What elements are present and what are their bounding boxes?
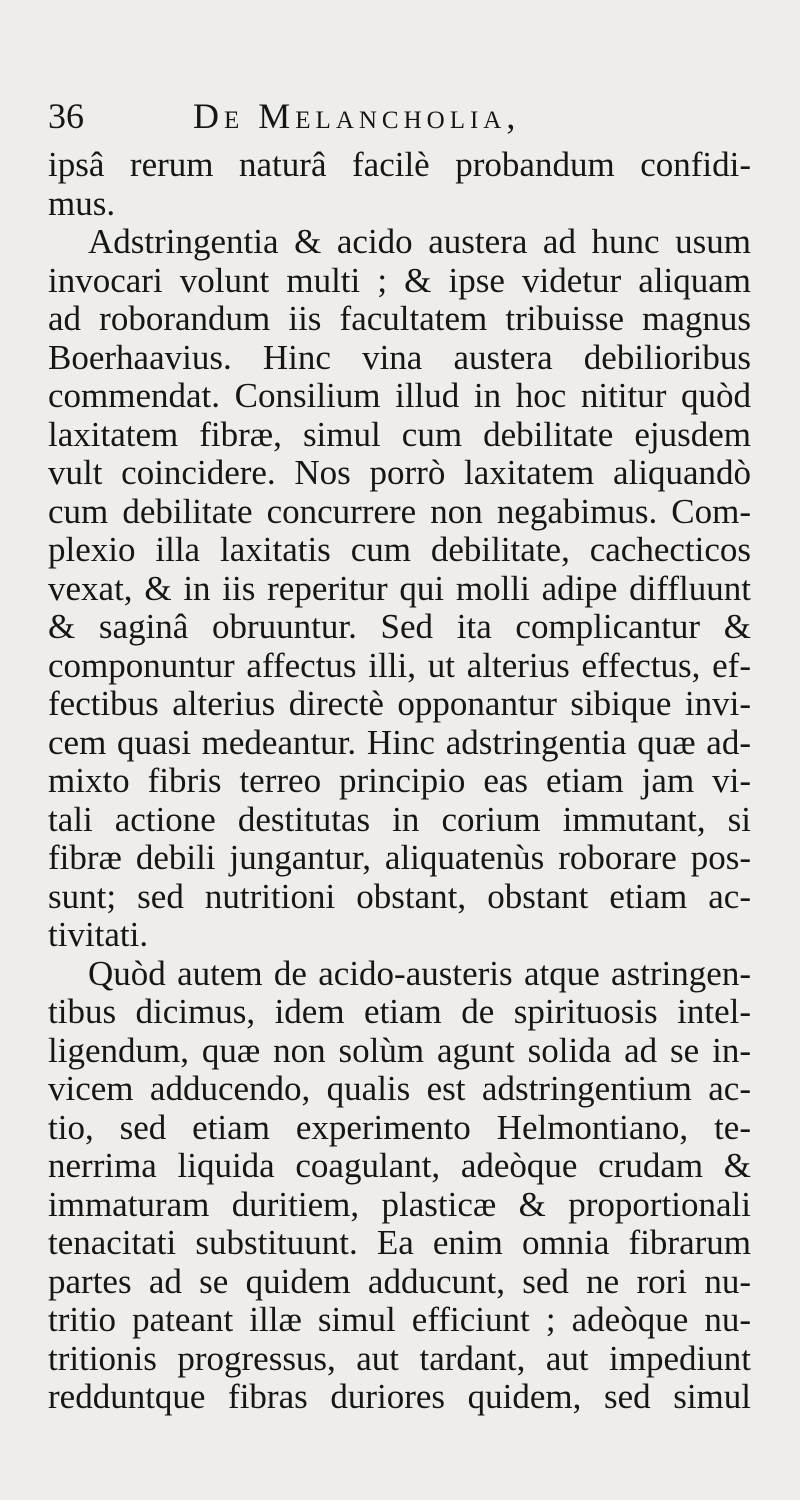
text-line: immaturam duritiem, plasticæ & proportionali [48,1184,751,1224]
text-line: sunt; sed nutritioni obstant, obstant etiam ac- [48,876,751,916]
text-line: redduntque fibras duriores quidem, sed simul [48,1377,751,1416]
text-line: laxitatem fibræ, simul cum debilitate ejusdem [48,414,751,454]
text-line: cem quasi medeantur. Hinc adstringentia quæ ad- [48,722,751,762]
text-line: fibræ debili jungantur, aliquatenùs roborare pos- [48,838,751,877]
text-line: nerrima liquida coagulant, adeòque crudam & [48,1146,751,1185]
text-line: vicem adducendo, qualis est adstringentium ac- [48,1069,751,1108]
text-line: tio, sed etiam experimento Helmontiano, te- [48,1107,751,1147]
text-line: Boerhaavius. Hinc vina austera debilioribus [48,337,751,377]
text-line: ligendum, quæ non solùm agunt solida ad se in- [48,1030,751,1070]
text-line: commendat. Consilium illud in hoc nititur quòd [48,376,751,415]
text-line: tritio pateant illæ simul efficiunt ; adeòque nu- [48,1300,751,1339]
paragraph-first-line: Quòd autem de acido-austeris atque astringen- [88,953,751,993]
text-line: partes ad se quidem adducunt, sed ne rori nu- [48,1261,751,1301]
text-line: tritionis progressus, aut tardant, aut impediunt [48,1338,751,1378]
text-line: tali actione destitutas in corium immutant, si [48,799,751,839]
text-line: plexio illa laxitatis cum debilitate, cachecticos [48,530,751,569]
text-line: & saginâ obruuntur. Sed ita complicantur & [48,607,751,646]
text-line: ad roborandum iis facultatem tribuisse magnus [48,299,751,338]
page-header [48,92,748,140]
text-line: mus. [48,183,116,223]
running-head: De Melancholia, [193,96,521,136]
text-line: tivitati. [48,915,149,954]
text-line: ipsâ rerum naturâ facilè probandum confidi- [48,145,751,184]
text-line: componuntur affectus illi, ut alterius effectus, ef- [48,645,751,685]
text-line: tibus dicimus, idem etiam de spirituosis intel- [48,992,751,1031]
page-number: 36 [48,96,84,136]
text-line: invocari volunt multi ; & ipse videtur aliquam [48,260,751,300]
text-line: vult coincidere. Nos porrò laxitatem aliquandò [48,453,751,492]
text-line: fectibus alterius directè opponantur sibique invi- [48,684,751,723]
text-line: mixto fibris terreo principio eas etiam jam vi- [48,761,751,800]
text-line: cum debilitate concurrere non negabimus. Com- [48,491,751,531]
paragraph-first-line: Adstringentia & acido austera ad hunc usum [88,222,751,261]
text-line: vexat, & in iis reperitur qui molli adipe diffluunt [48,568,751,608]
text-line: tenacitati substituunt. Ea enim omnia fibrarum [48,1223,751,1262]
